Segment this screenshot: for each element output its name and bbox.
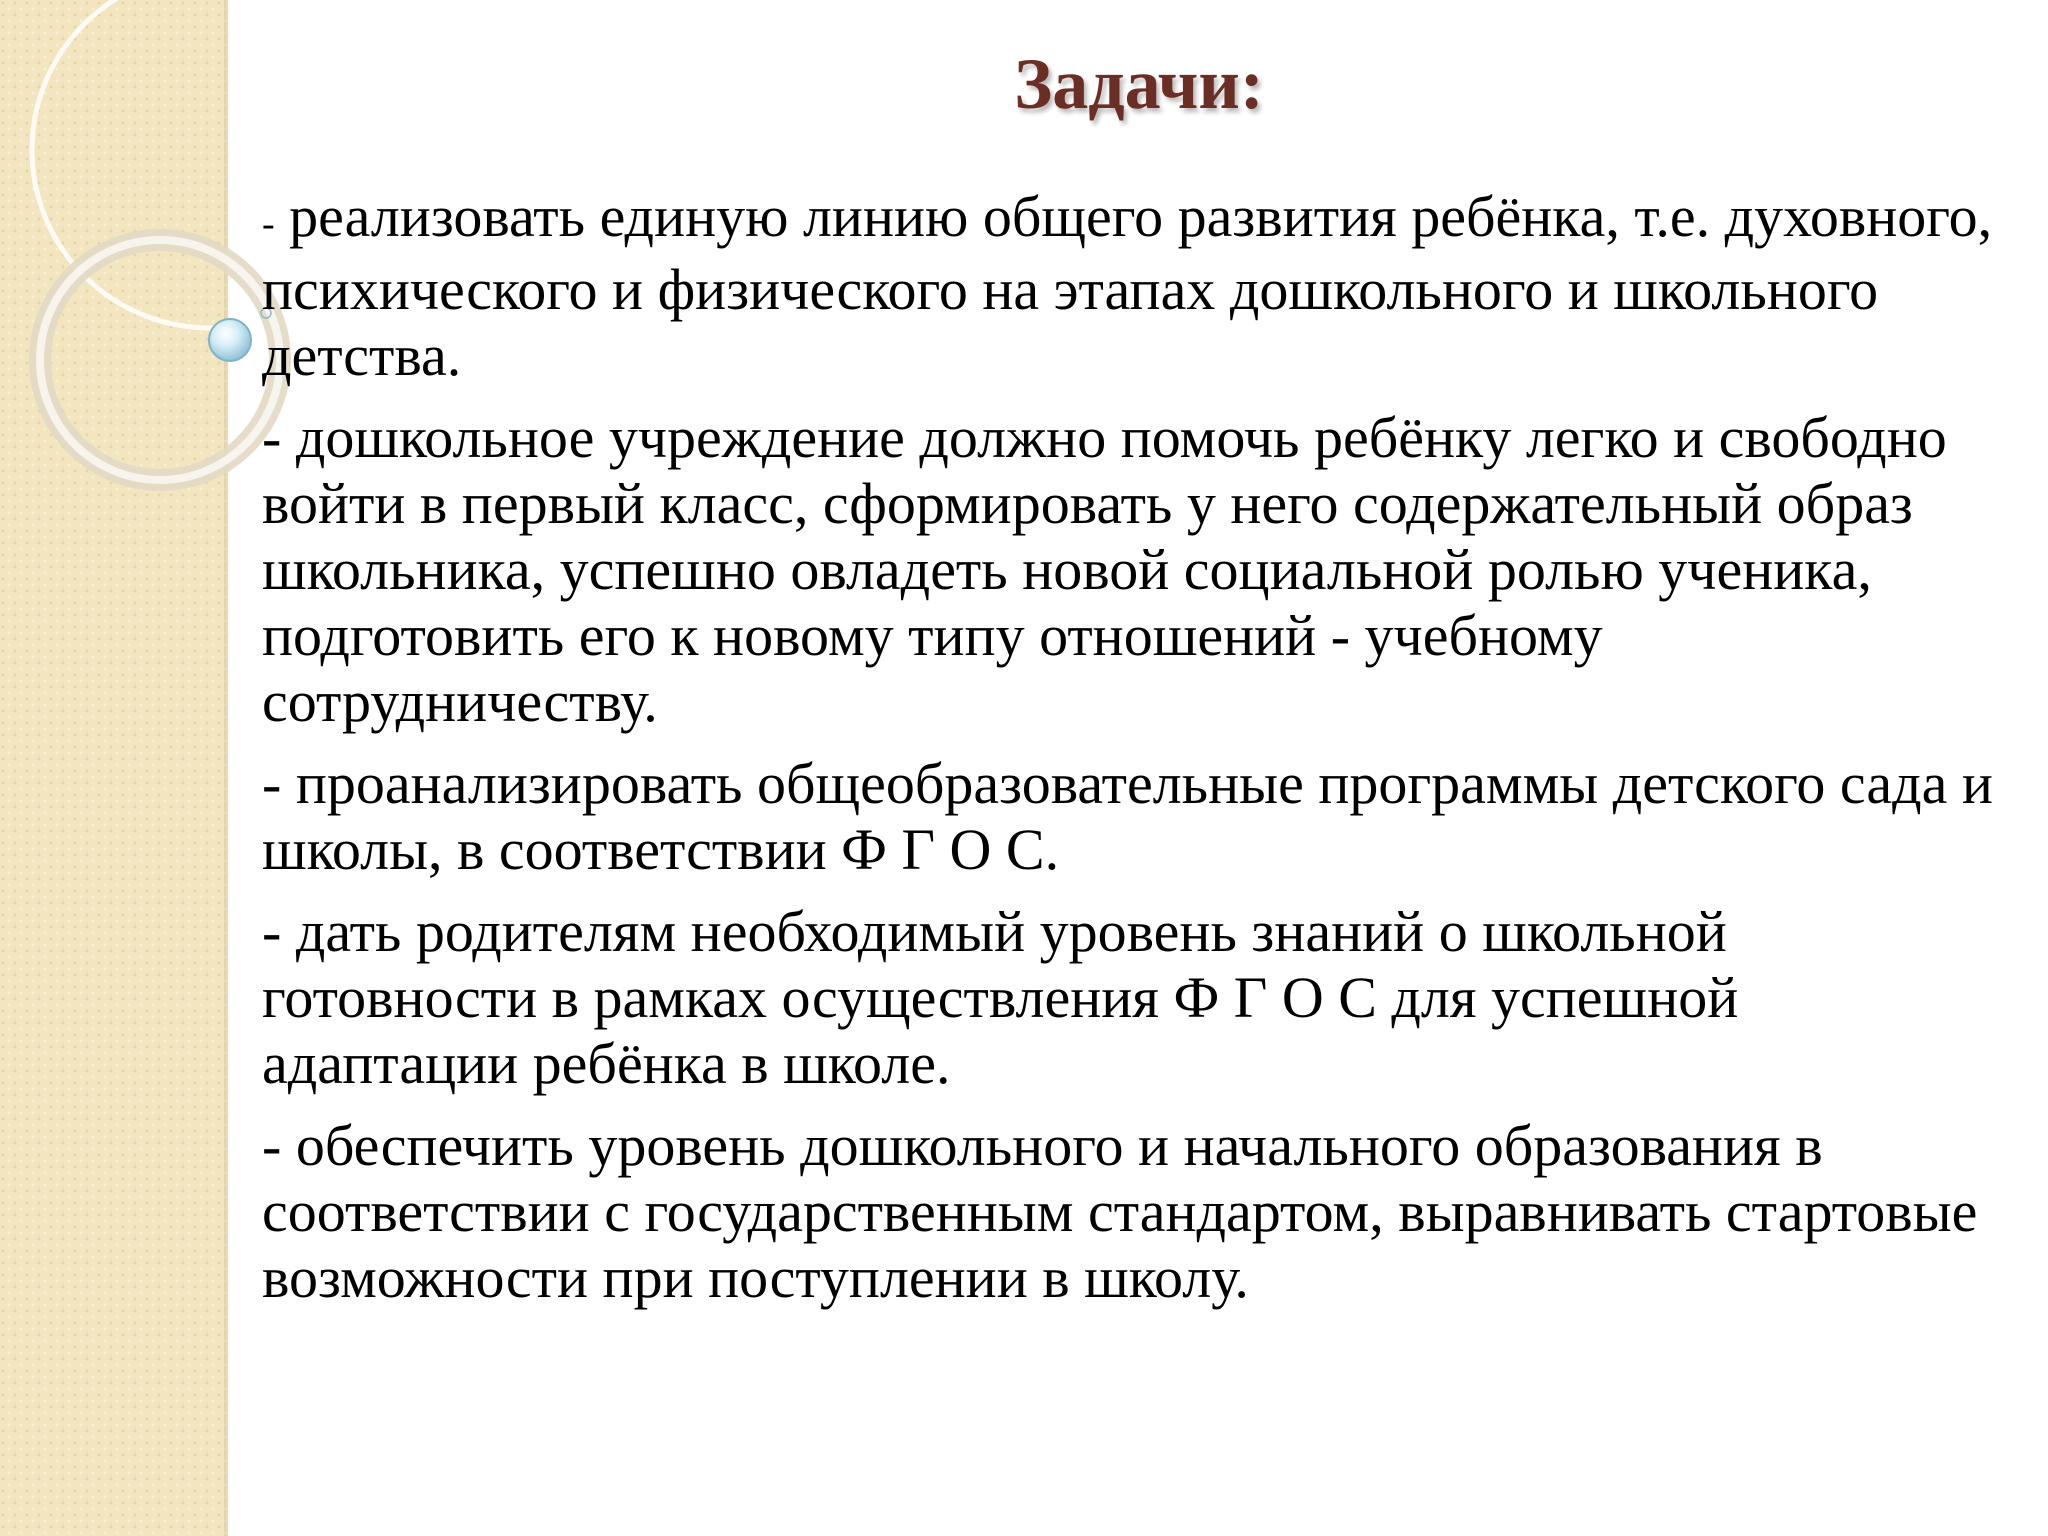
- sidebar-edge: [224, 0, 230, 1536]
- task-item: [262, 1113, 2002, 1311]
- task-list: [262, 184, 2002, 1327]
- task-text: дошкольное учреждение должно помочь ребёнку легко и свободно войти в первый класс, сформировать у него содержательный образ школьника, успешно овладеть новой социальной ролью ученика, подготовить его к новому типу отношений - учебному сотрудничеству.: [262, 405, 1947, 734]
- task-text: реализовать единую линию общего развития ребёнка, т.е. духовного, психического и физического на этапах дошкольного и школьного детства.: [262, 184, 1993, 388]
- task-dash: -: [262, 203, 275, 245]
- task-text: обеспечить уровень дошкольного и начального образования в соответствии с государственным стандартом, выравнивать стартовые возможности при поступлении в школу.: [262, 1113, 1978, 1310]
- task-dash: -: [262, 1113, 282, 1178]
- task-item: [262, 184, 2002, 389]
- sidebar-background: [0, 0, 228, 1536]
- task-dash: -: [262, 899, 282, 964]
- task-dash: -: [262, 405, 282, 470]
- task-dash: -: [262, 751, 282, 816]
- task-item: [262, 751, 2002, 883]
- task-item: [262, 405, 2002, 735]
- task-item: [262, 899, 2002, 1097]
- task-text: дать родителям необходимый уровень знаний о школьной готовности в рамках осуществления Ф Г О С для успешной адаптации ребёнка в школе.: [262, 899, 1739, 1096]
- page-title: Задачи:: [1014, 44, 1264, 124]
- task-text: проанализировать общеобразовательные программы детского сада и школы, в соответствии Ф Г О С.: [262, 751, 1993, 882]
